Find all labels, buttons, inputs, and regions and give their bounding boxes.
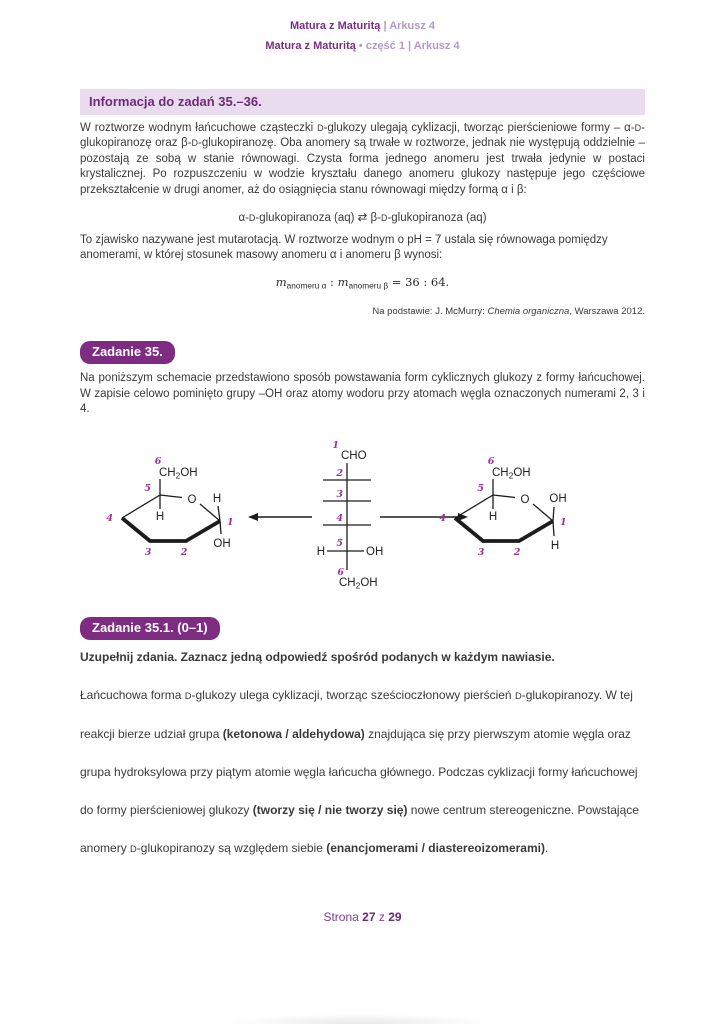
h-label-c5-left: H	[155, 511, 165, 524]
header-line-1: Matura z Maturitą | Arkusz 4	[289, 20, 436, 32]
carbon-number-4-chain: 4	[336, 513, 343, 525]
task-35-badge: Zadanie 35.	[80, 341, 175, 364]
ch2oh-label-left-top: $CH_2OH$	[159, 467, 198, 481]
carbon-number-3-right: 3	[477, 547, 485, 559]
carbon-number-2-left: 2	[180, 547, 188, 559]
ring-bond-o-c1-left	[200, 504, 220, 521]
ring-bond-o-c1-right	[533, 504, 553, 521]
ring-bond-back-right	[455, 495, 515, 518]
task-35-1-body: Łańcuchowa forma D-glukozy ulega cyklizacji, tworząc sześcioczłonowy pierścień D-glukopiranozy. W tej reakcji bierze udział grupa (ketonowa / aldehydowa) znajdująca się przy pierwszym atomie węgla oraz grupa hydroksylowa przy piątym atomie węgla łańcucha głównego. Podczas cyklizacji formy łańcuchowej do formy pierścieniowej glukozy (tworzy się / nie tworzy się) nowe centrum stereogeniczne. Powstające anomery D-glukopiranozy są względem siebie (enancjomerami / diastereoizomerami).	[80, 688, 639, 856]
info-paragraph-2: To zjawisko nazywane jest mutarotacją. W roztworze wodnym o pH = 7 ustala się równowaga pomiędzy anomerami, w której stosunek masowy anomeru α i anomeru β wynosi:	[80, 233, 608, 261]
ch2oh-label-chain: $CH_2OH$	[339, 577, 378, 591]
ring-bond-front-right	[455, 518, 553, 541]
mass-ratio-formula: $m_{anomeru \alpha}$ : $m_{anomeru \beta} = 36$ : 64.	[275, 274, 450, 291]
chemical-structures-svg	[80, 429, 645, 597]
oh-label-c1-top-right: OH	[549, 493, 567, 506]
alpha-glucopyranose-structure	[106, 456, 233, 558]
equilibrium-equation: α-D-glukopiranoza (aq) ⇄ β-D-glukopiranoza (aq)	[238, 211, 487, 224]
arrow-head	[248, 513, 258, 521]
ring-bond-front-left	[122, 518, 220, 541]
h-label-c5-chain: H	[316, 546, 325, 559]
header-line-2: Matura z Maturitą • część 1 | Arkusz 4	[265, 40, 460, 52]
page-number: Strona 27 z 29	[323, 910, 402, 925]
carbon-number-5-left: 5	[144, 483, 151, 495]
glucose-cyclization-diagram	[80, 429, 645, 602]
carbon-number-5-right: 5	[477, 483, 484, 495]
carbon-number-6-left: 6	[154, 456, 162, 468]
info-paragraph-1: W roztworze wodnym łańcuchowe cząsteczki D-glukozy ulegają cyklizacji, tworząc pierścieniowe formy – α-D-glukopiranozę oraz β-D-glukopiranozę. Oba anomery są trwałe w roztworze, jednak nie występują oddzielnie – pozostają ze sobą w stanie równowagi. Czysta forma jednego anomeru jest trwała jedynie w postaci krystalicznej. Po rozpuszczeniu w wodzie kryształu danego anomeru glukozy następuje jego częściowe przekształcenie w drugi anomer, aż do osiągnięcia stanu równowagi między formą α i β:	[80, 122, 646, 196]
cho-label: CHO	[341, 450, 367, 463]
ch2oh-label-right-top: $CH_2OH$	[492, 467, 531, 481]
carbon-number-2-right: 2	[513, 547, 521, 559]
page-header	[80, 16, 645, 56]
carbon-number-1-left: 1	[227, 517, 234, 529]
info-section-title: Informacja do zadań 35.–36.	[80, 89, 645, 115]
ring-bond-back-left	[122, 495, 182, 518]
arrow-to-alpha-icon	[248, 513, 312, 521]
carbon-number-3-chain: 3	[336, 489, 343, 501]
bond-c1-h-right	[553, 521, 554, 536]
task-35-intro: Na poniższym schemacie przedstawiono sposób powstawania form cyklicznych glukozy z formy łańcuchowej. W zapisie celowo pominięto grupy –OH oraz atomy wodoru przy atomach węgla oznaczonych numerami 2, 3 i 4.	[80, 372, 645, 416]
source-citation: Na podstawie: J. McMurry: Chemia organiczna, Warszawa 2012.	[372, 306, 645, 318]
next-page-shadow	[180, 1010, 540, 1024]
bond-c1-oh-right	[553, 507, 554, 521]
carbon-number-4-left: 4	[106, 513, 113, 525]
oh-label-c5-chain: OH	[366, 546, 384, 559]
ring-oxygen-label-left: O	[187, 494, 197, 507]
carbon-number-4-right: 4	[439, 513, 446, 525]
carbon-number-1-chain: 1	[332, 440, 339, 452]
carbon-number-2-chain: 2	[336, 468, 343, 480]
task-35-1-badge: Zadanie 35.1. (0–1)	[80, 617, 220, 640]
carbon-number-6-right: 6	[487, 456, 495, 468]
h-label-c5-right: H	[488, 511, 498, 524]
carbon-number-6-chain: 6	[337, 567, 344, 579]
oh-label-c1-bottom-left: OH	[213, 538, 231, 551]
h-label-c1-bottom-right: H	[550, 540, 560, 553]
carbon-number-3-left: 3	[144, 547, 152, 559]
carbon-number-1-right: 1	[560, 517, 567, 529]
task-35-1-instruction: Uzupełnij zdania. Zaznacz jedną odpowiedź spośród podanych w każdym nawiasie.	[80, 650, 555, 665]
ring-oxygen-label-right: O	[520, 494, 530, 507]
bond-c1-oh-left	[220, 521, 221, 534]
task-35-header	[80, 341, 645, 364]
beta-glucopyranose-structure	[439, 456, 566, 558]
h-label-c1-top-left: H	[212, 493, 222, 506]
task-35-1-header	[80, 617, 645, 640]
fischer-projection-structure	[317, 440, 384, 591]
carbon-number-5-chain: 5	[336, 538, 343, 550]
